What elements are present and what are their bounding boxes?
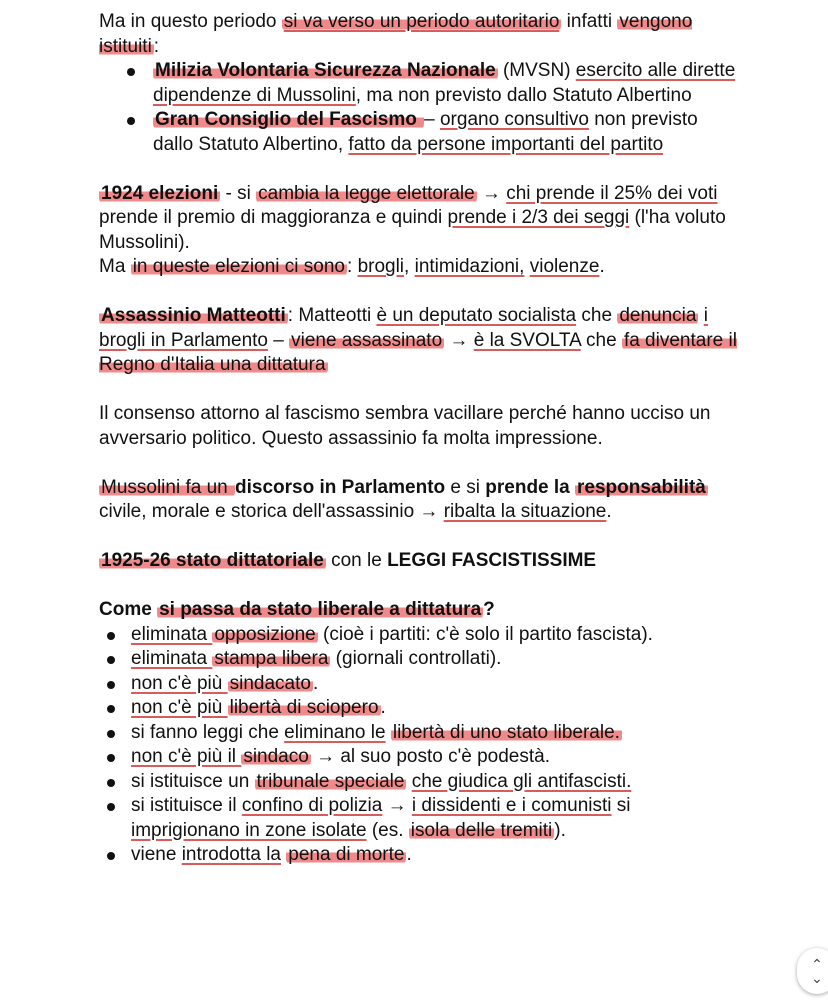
highlight: viene assassinato [291, 329, 443, 351]
text: - si [220, 182, 257, 204]
text: : [347, 256, 358, 277]
highlight: si passa da stato liberale a dittatura [159, 599, 482, 620]
underline: è la SVOLTA [473, 329, 581, 351]
list-item [131, 721, 739, 746]
underline: non c'è più il [131, 746, 242, 767]
question-heading [99, 598, 739, 623]
text: → al suo posto c'è podestà. [310, 746, 550, 767]
paragraph-matteotti [99, 304, 739, 378]
text: e si [445, 476, 486, 498]
list-item [153, 59, 739, 108]
text: Ma [99, 256, 131, 277]
highlight: vengono istituiti [99, 11, 693, 57]
highlight: Mussolini fa un [101, 476, 234, 498]
highlight: isola delle tremiti [410, 819, 553, 841]
underline: organo consultivo [439, 109, 589, 130]
list-item [131, 647, 739, 672]
highlight: opposizione [214, 623, 316, 645]
underline: eliminata [131, 648, 213, 669]
text: → [476, 182, 507, 204]
text: , ma non previsto dallo Statuto Albertino [355, 84, 692, 106]
highlight: Assassinio Matteotti [101, 305, 286, 326]
text: civile, morale e storica dell'assassinio → [99, 501, 444, 522]
highlight: fa diventare il Regno d'Italia una dittatura [99, 329, 737, 375]
underline: è un deputato socialista [376, 305, 577, 326]
underline: non c'è più [131, 697, 228, 718]
list-item [131, 794, 739, 843]
text: : [153, 35, 160, 57]
underline: i brogli in Parlamento [99, 305, 708, 351]
highlight: responsabilità [577, 476, 706, 498]
chevron-up-down-icon[interactable] [797, 948, 828, 994]
paragraph-fraud [99, 255, 739, 280]
text: . [380, 697, 386, 718]
underline: che giudica gli antifascisti. [411, 770, 632, 792]
highlight: tribunale speciale [256, 770, 405, 792]
underline: fatto da persone importanti del partito [348, 133, 664, 155]
bold-text: discorso in Parlamento [235, 476, 446, 498]
chevron-down-icon: ⌄ [811, 970, 823, 986]
bullet-list-institutions [99, 59, 739, 157]
paragraph-consensus: Il consenso attorno al fascismo sembra vacillare perché hanno ucciso un avversario politico. Questo assassinio fa molta impressione. [99, 403, 711, 449]
text: (l'ha voluto Mussolini). [99, 207, 726, 253]
text: viene [131, 844, 182, 865]
text: Come [99, 599, 158, 620]
underline: eliminata [131, 623, 213, 645]
list-item [131, 672, 739, 697]
underline: esercito alle dirette dipendenze di Mussolini [153, 60, 736, 106]
text: infatti [561, 11, 613, 32]
underline: prende i 2/3 dei seggi [447, 207, 630, 228]
highlight: Milizia Volontaria Sicurezza Nazionale [155, 60, 496, 81]
highlight: denuncia [619, 305, 697, 326]
highlight: sindacato [229, 672, 311, 694]
chevron-up-icon: ⌃ [811, 956, 823, 972]
text: → [382, 795, 412, 816]
text: Ma in questo periodo [99, 11, 282, 32]
text: . [312, 672, 319, 694]
highlight: pena di morte [288, 844, 405, 865]
bold-text: prende la [485, 476, 570, 498]
text: → [444, 329, 474, 351]
list-item [131, 696, 739, 721]
underline: violenze [529, 256, 600, 277]
text: – [424, 109, 440, 130]
document-body [99, 10, 739, 868]
text: ). [554, 819, 566, 841]
highlight: libertà di uno stato liberale. [392, 721, 620, 743]
text: prende il premio di maggioranza e quindi [99, 207, 448, 228]
bullet-list-laws [99, 623, 739, 868]
list-item [153, 108, 739, 157]
text: si istituisce un [131, 770, 255, 792]
underline: chi prende il 25% dei voti [506, 182, 718, 204]
highlight: si va verso un periodo autoritario [283, 11, 560, 32]
text: ? [483, 599, 495, 620]
paragraph-speech [99, 476, 739, 525]
text: non previsto dallo Statuto Albertino, [153, 109, 698, 155]
list-item [131, 770, 739, 795]
highlight: sindaco [243, 746, 309, 767]
paragraph-intro [99, 10, 739, 59]
highlight: stampa libera [214, 648, 329, 669]
text: . [599, 256, 605, 277]
text: che [576, 305, 618, 326]
text: si istituisce il [131, 795, 242, 816]
text: : Matteotti [287, 305, 377, 326]
list-item [131, 745, 739, 770]
underline: eliminano le [284, 721, 386, 743]
text: (cioè i partiti: c'è solo il partito fascista). [317, 623, 653, 645]
underline: i dissidenti e i comunisti [411, 795, 612, 816]
paragraph-dictatorship [99, 549, 739, 574]
text: , [404, 256, 415, 277]
text: che [580, 329, 622, 351]
highlight: cambia la legge elettorale [258, 182, 475, 204]
text: . [406, 844, 412, 865]
bold-text: LEGGI FASCISTISSIME [387, 550, 597, 571]
text: – [267, 329, 290, 351]
highlight: Gran Consiglio del Fascismo [155, 109, 423, 130]
underline: confino di polizia [241, 795, 383, 816]
list-item [131, 843, 739, 868]
list-item [131, 623, 739, 648]
text: . [606, 501, 612, 522]
highlight: 1924 elezioni [101, 182, 219, 204]
underline: ribalta la situazione [443, 501, 607, 522]
highlight: libertà di sciopero [229, 697, 379, 718]
underline: non c'è più [131, 672, 228, 694]
underline: imprigionano in zone isolate [131, 819, 367, 841]
text: (es. [366, 819, 409, 841]
text: si [611, 795, 631, 816]
text: (MVSN) [497, 60, 576, 81]
text: (giornali controllati). [330, 648, 502, 669]
underline: intimidazioni, [414, 256, 525, 277]
underline: introdotta la [181, 844, 281, 865]
text: con le [325, 550, 388, 571]
underline: brogli [357, 256, 405, 277]
paragraph-elections [99, 182, 739, 256]
highlight: 1925-26 stato dittatoriale [101, 550, 324, 571]
text: si fanno leggi che [131, 721, 285, 743]
highlight: in queste elezioni ci sono [132, 256, 345, 277]
